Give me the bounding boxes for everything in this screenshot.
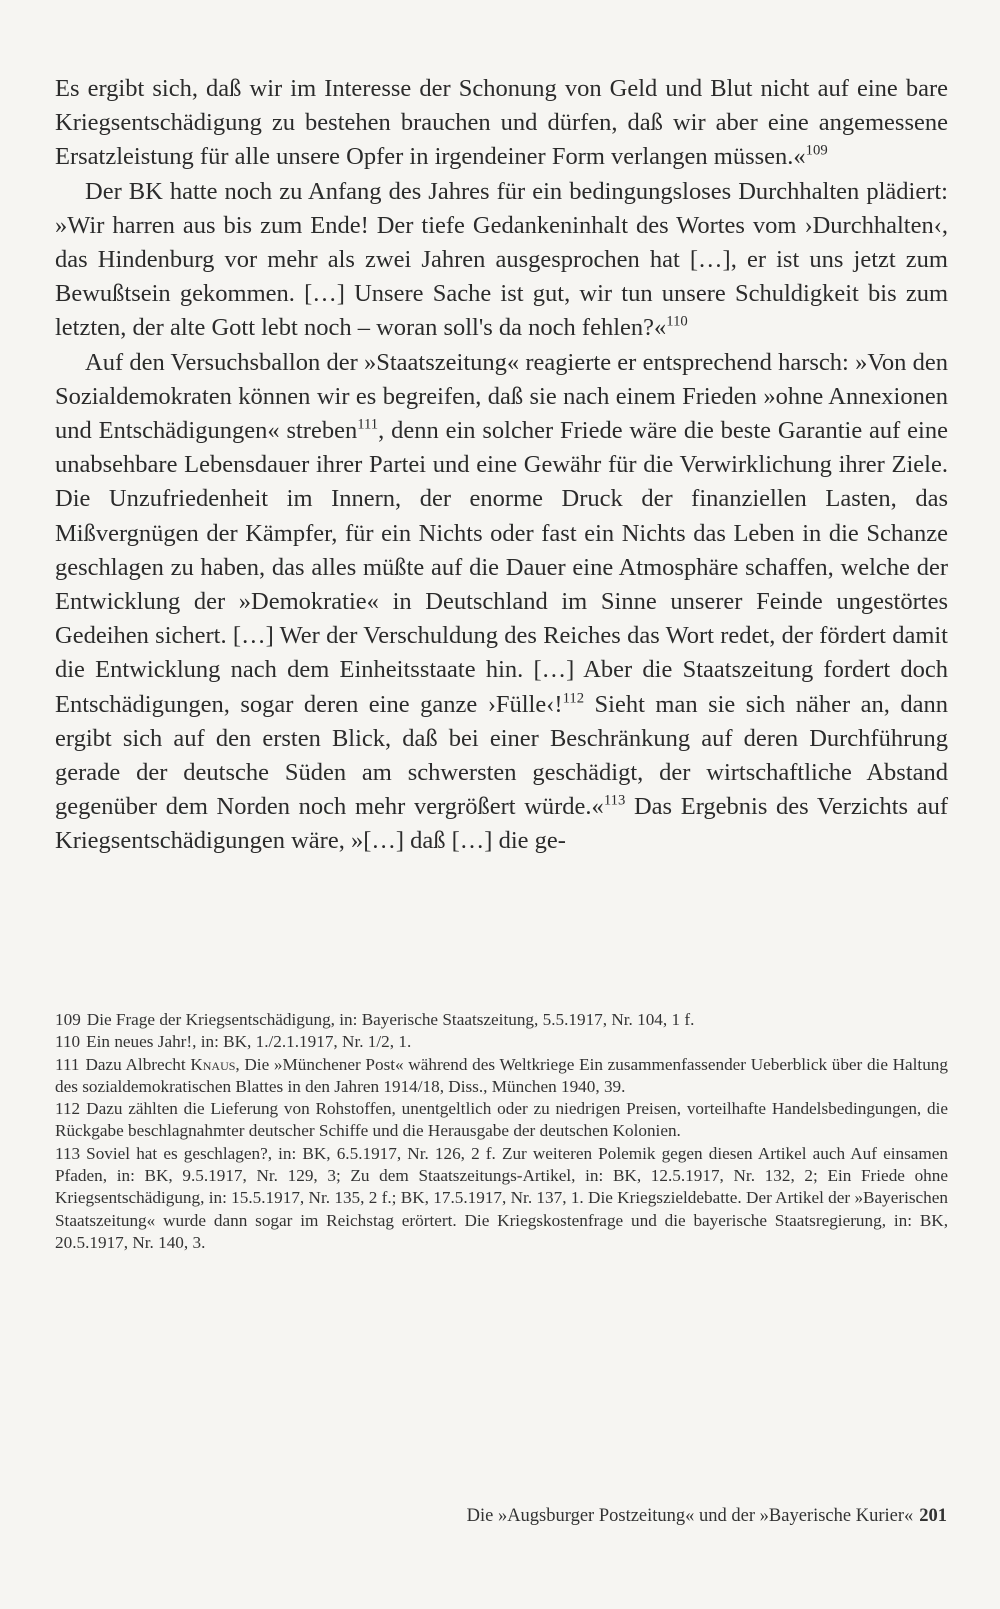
text-run: Dazu Albrecht [85, 1054, 191, 1074]
text-run: Der BK hatte noch zu Anfang des Jahres für ein bedingungsloses Durchhalten plädiert: »Wir harren aus bis zum Ende! Der tiefe Gedankeninhalt des Wortes vom ›Durchhalten‹, das Hindenburg vor mehr als zwei Jahren ausgesprochen hat […], er ist uns jetzt zum Bewußtsein gekommen. […] Unsere Sache ist gut, wir tun unsere Schuldigkeit bis zum letzten, der alte Gott lebt noch – woran soll's da noch fehlen?« [55, 177, 948, 342]
footnote-number: 112 [55, 1099, 81, 1119]
paragraph [55, 175, 948, 346]
footnote [55, 1031, 948, 1053]
page-number: 201 [919, 1506, 947, 1526]
footnote [55, 1143, 948, 1254]
footnotes [55, 1009, 948, 1254]
main-text [55, 72, 948, 859]
text-run: , denn ein solcher Friede wäre die beste Garantie auf eine unabsehbare Lebensdauer ihrer Partei und eine Gewähr für die Verwirklichung ihrer Ziele. Die Unzufriedenheit im Innern, der enorme Druck der finanziellen Lasten, das Mißvergnügen der Kämpfer, für ein Nichts oder fast ein Nichts das Leben in die Schanze geschlagen zu haben, das alles müßte auf die Dauer eine Atmosphäre schaffen, welche der Entwicklung der »Demokratie« in Deutschland im Sinne unserer Feinde ungestörtes Gedeihen sichert. […] Wer der Verschuldung des Reiches das Wort redet, der fördert damit die Entwicklung nach dem Einheitsstaate hin. […] Aber die Staatszeitung fordert doch Entschädigungen, sogar deren eine ganze ›Fülle‹! [55, 417, 948, 718]
footnote-number: 110 [55, 1032, 81, 1052]
page-footer [467, 1506, 947, 1527]
paragraph [55, 346, 948, 859]
text-run: Ein neues Jahr!, in: BK, 1./2.1.1917, Nr. 1/2, 1. [86, 1032, 412, 1052]
text-run: Sieht man sie sich näher an, dann ergibt sich auf den ersten Blick, daß bei einer Beschränkung auf deren Durchführung gerade der deutsche Süden am schwersten geschädigt, der wirtschaftliche Abstand gegenüber dem Norden noch mehr vergrößert würde.« [55, 690, 948, 821]
footnote-ref: 112 [562, 690, 585, 707]
text-run: , Die »Münchener Post« während des Weltkriege Ein zusammenfassender Ueberblick über die Haltung des sozialdemokratischen Blattes in den Jahren 1914/18, Diss., München 1940, 39. [55, 1054, 948, 1096]
footnote-number: 113 [55, 1143, 81, 1163]
footnote-number: 109 [55, 1010, 81, 1029]
running-title: Die »Augsburger Postzeitung« und der »Bayerische Kurier« [466, 1506, 914, 1526]
text-run: Die Frage der Kriegsentschädigung, in: Bayerische Staatszeitung, 5.5.1917, Nr. 104, 1 f. [86, 1010, 695, 1029]
footnote-ref: 109 [805, 142, 828, 159]
text-run: Dazu zählten die Lieferung von Rohstoffen, unentgeltlich oder zu niedrigen Preisen, vorteilhafte Handelsbedingungen, die Rückgabe beschlagnahmter deutscher Schiffe und die Herausgabe der deutschen Kolonien. [55, 1099, 948, 1141]
footnote-ref: 111 [357, 416, 379, 433]
author-name: Knaus [190, 1054, 236, 1074]
footnote [55, 1009, 948, 1031]
text-run: Es ergibt sich, daß wir im Interesse der Schonung von Geld und Blut nicht auf eine bare Kriegsentschädigung zu bestehen brauchen und dürfen, daß wir aber eine angemessene Ersatzleistung für alle unsere Opfer in irgendeiner Form verlangen müssen.« [55, 75, 948, 171]
footnote-number: 111 [55, 1054, 80, 1074]
text-run: Soviel hat es geschlagen?, in: BK, 6.5.1917, Nr. 126, 2 f. Zur weiteren Polemik gegen diesen Artikel auch Auf einsamen Pfaden, in: BK, 9.5.1917, Nr. 129, 3; Zu dem Staatszeitungs-Artikel, in: BK, 12.5.1917, Nr. 132, 2; Ein Friede ohne Kriegsentschädigung, in: 15.5.1917, Nr. 135, 2 f.; BK, 17.5.1917, Nr. 137, 1. Die Kriegszieldebatte. Der Artikel der »Bayerischen Staatszeitung« wurde dann sogar im Reichstag erörtert. Die Kriegskostenfrage und die bayerische Staatsregierung, in: BK, 20.5.1917, Nr. 140, 3. [55, 1143, 948, 1252]
paragraph [55, 72, 948, 175]
footnote [55, 1098, 948, 1143]
footnote-ref: 110 [666, 313, 688, 330]
text-run: Das Ergebnis des Verzichts auf Kriegsentschädigungen wäre, »[…] daß […] die ge- [55, 793, 949, 855]
footnote-ref: 113 [603, 792, 626, 809]
footnote [55, 1054, 948, 1099]
text-run: Auf den Versuchsballon der »Staatszeitung« reagierte er entsprechend harsch: »Von den Sozialdemokraten können wir es begreifen, daß sie nach einem Frieden »ohne Annexionen und Entschädigungen« streben [55, 348, 948, 445]
